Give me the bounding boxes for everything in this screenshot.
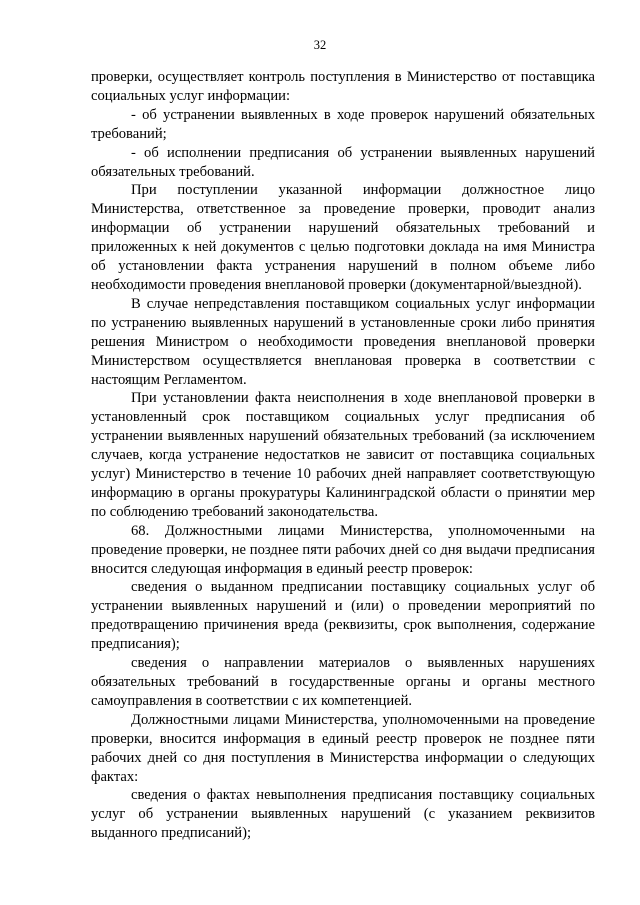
paragraph: Должностными лицами Министерства, уполномоченными на проведение проверки, вносится информация в единый реестр проверок не позднее пяти рабочих дней со дня поступления в Министерства информации о следующих фактах: [91,711,595,785]
paragraph: проверки, осуществляет контроль поступления в Министерство от поставщика социальных услуг информации: [91,69,595,104]
paragraph: В случае непредставления поставщиком социальных услуг информации по устранению выявленных нарушений в установленные сроки либо принятия решения Министром о необходимости проведения внеплановой проверки Министерством осуществляется внеплановая проверка в соответствии с настоящим Регламентом. [91,295,595,388]
document-body [91,68,595,843]
page-number: 32 [313,38,327,52]
paragraph: сведения о фактах невыполнения предписания поставщику социальных услуг об устранении выявленных нарушений (с указанием реквизитов выданного предписаний); [91,787,595,842]
paragraph: сведения о выданном предписании поставщику социальных услуг об устранении выявленных нарушений и (или) о проведении мероприятий по предотвращению причинения вреда (реквизиты, срок выполнения, содержание предписания); [91,579,595,653]
paragraph: При поступлении указанной информации должностное лицо Министерства, ответственное за проведение проверки, проводит анализ информации об устранении нарушений обязательных требований и приложенных к ней документов с целью подготовки доклада на имя Министра об установлении факта устранения нарушений в полном объеме либо необходимости проведения внеплановой проверки (документарной/выездной). [91,182,595,293]
paragraph: - об исполнении предписания об устранении выявленных нарушений обязательных требований. [91,144,595,180]
paragraph: - об устранении выявленных в ходе проверок нарушений обязательных требований; [91,106,595,142]
paragraph: 68. Должностными лицами Министерства, уполномоченными на проведение проверки, не позднее пяти рабочих дней со дня выдачи предписания вносится следующая информация в единый реестр проверок: [91,522,595,577]
paragraph: сведения о направлении материалов о выявленных нарушениях обязательных требований в государственные органы и органы местного самоуправления в соответствии с их компетенцией. [91,655,595,709]
paragraph: При установлении факта неисполнения в ходе внеплановой проверки в установленный срок поставщиком социальных услуг предписания об устранении выявленных нарушений обязательных требований (за исключением случаев, когда устранение недостатков не зависит от поставщика социальных услуг) Министерство в течение 10 рабочих дней направляет соответствующую информацию в органы прокуратуры Калининградской области о принятии мер по соблюдению требований законодательства. [91,390,595,520]
